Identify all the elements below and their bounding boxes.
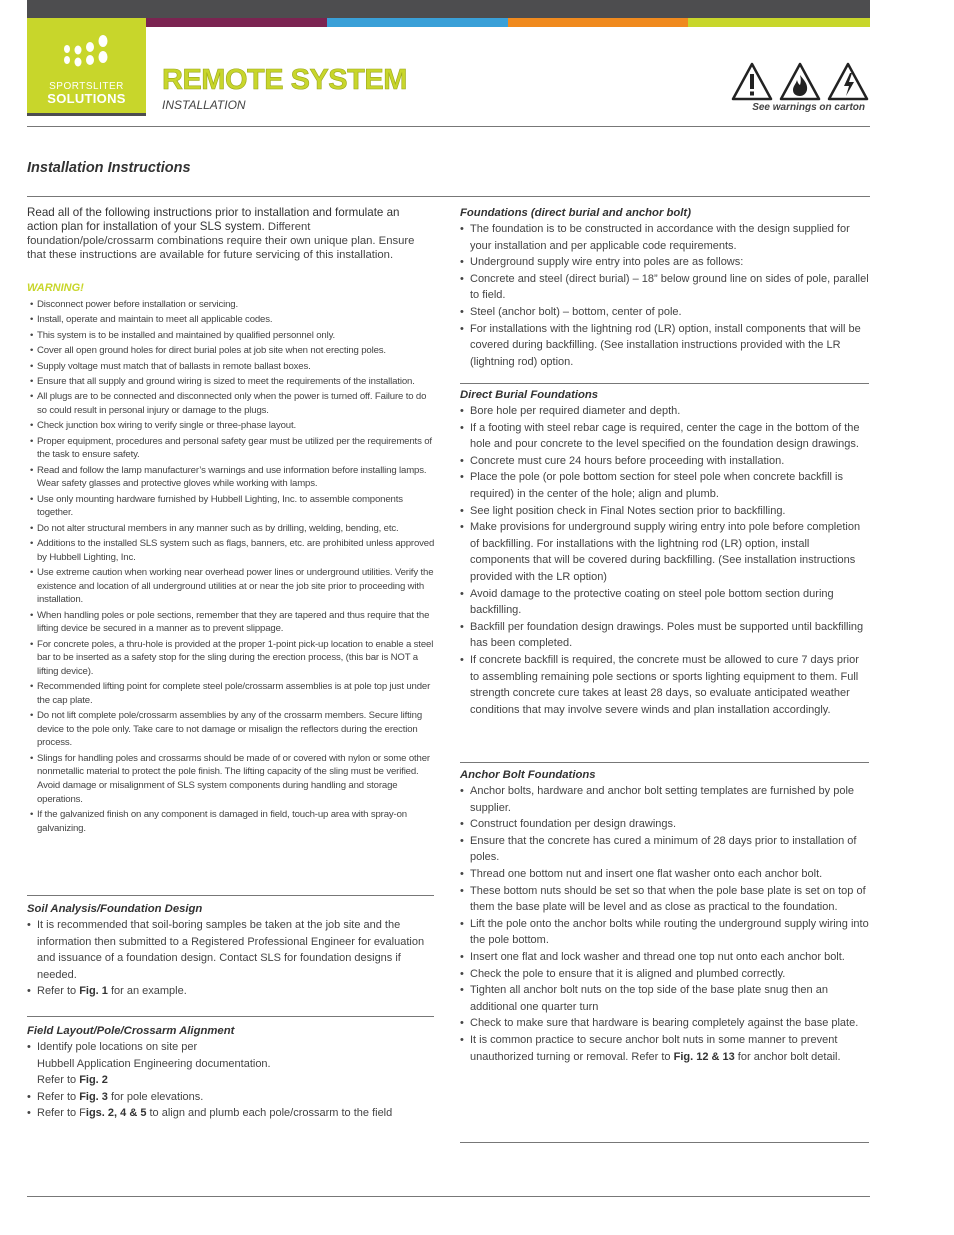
warning-item: • This system is to be installed and maintained by qualified personnel only. <box>27 329 437 343</box>
right-rule-3 <box>460 1142 869 1143</box>
warning-icons <box>730 62 870 102</box>
intro-paragraph <box>27 206 432 262</box>
direct-burial-item: • Backfill per foundation design drawings. Poles must be supported until backfilling has been completed. <box>460 619 870 652</box>
warning-item: • Install, operate and maintain to meet all applicable codes. <box>27 313 437 327</box>
warning-caption: See warnings on carton <box>752 102 865 113</box>
exclamation-warning-icon <box>733 64 771 99</box>
logo-text-solutions: SOLUTIONS <box>47 91 126 106</box>
warning-item: • Ensure that all supply and ground wiring is sized to meet the requirements of the installation. <box>27 375 437 389</box>
foundations-item: • Steel (anchor bolt) – bottom, center of pole. <box>460 304 870 321</box>
anchor-item: • Check the pole to ensure that it is aligned and plumbed correctly. <box>460 966 870 983</box>
direct-burial-item: • Bore hole per required diameter and depth. <box>460 403 870 420</box>
foundations-title: Foundations (direct burial and anchor bolt) <box>460 207 691 219</box>
color-bar-blue <box>327 18 508 27</box>
warning-item: • Use only mounting hardware furnished by Hubbell Lighting, Inc. to assemble components together. <box>27 493 437 520</box>
warning-item: • If the galvanized finish on any component is damaged in field, touch-up area with spray-on galvanizing. <box>27 808 437 835</box>
warning-item: • When handling poles or pole sections, remember that they are tapered and thus require that the lifting device be secured in a manner as to prevent slippage. <box>27 609 437 636</box>
direct-burial-item: • Place the pole (or pole bottom section for steel pole when concrete backfill is required) in the center of the hole; align and plumb. <box>460 469 870 502</box>
anchor-item: • Anchor bolts, hardware and anchor bolt setting templates are furnished by pole supplier. <box>460 783 870 816</box>
direct-burial-item: • If a footing with steel rebar cage is required, center the cage in the bottom of the hole and pour concrete to the level specified on the foundation design drawings. <box>460 420 870 453</box>
anchor-bolt-section <box>460 769 870 1065</box>
warning-item: • Proper equipment, procedures and personal safety gear must be utilized per the requirements of the task to ensure safety. <box>27 435 437 462</box>
anchor-item: • Thread one bottom nut and insert one flat washer onto each anchor bolt. <box>460 866 870 883</box>
section-rule <box>27 196 870 197</box>
layout-item: • Identify pole locations on site per Hubbell Application Engineering documentation. Refer to Fig. 2 <box>27 1039 437 1089</box>
warning-item: • Recommended lifting point for complete steel pole/crossarm assemblies is at pole top just under the cap plate. <box>27 680 437 707</box>
anchor-item: • Insert one flat and lock washer and thread one top nut onto each anchor bolt. <box>460 949 870 966</box>
electric-shock-warning-icon <box>829 64 867 99</box>
foundations-item: • Underground supply wire entry into poles are as follows: <box>460 254 870 271</box>
header-rule <box>27 126 870 127</box>
warning-list <box>27 298 437 837</box>
foundations-item: • Concrete and steel (direct burial) – 18” below ground line on sides of pole, parallel to field. <box>460 271 870 304</box>
page-title: REMOTE SYSTEM <box>162 64 407 96</box>
header-top-bar <box>27 0 870 18</box>
warning-item: • Read and follow the lamp manufacturer’s warnings and use information before installing lamps. Wear safety glasses and protective gloves while working with lamps. <box>27 464 437 491</box>
logo-dots-icon <box>61 30 113 70</box>
anchor-item: • These bottom nuts should be set so that when the pole base plate is set on top of them the base plate will be level and as close as practical to the foundation. <box>460 883 870 916</box>
warning-item: • For concrete poles, a thru-hole is provided at the proper 1-point pick-up location to enable a steel bar to be inserted as a safety stop for the sling during the erection process, (this bar is NOT a lifting device). <box>27 638 437 679</box>
warning-item: • Do not alter structural members in any manner such as by drilling, welding, bending, etc. <box>27 522 437 536</box>
sportsliter-logo <box>27 18 146 113</box>
warning-item: • Disconnect power before installation or servicing. <box>27 298 437 312</box>
foundations-section <box>460 207 870 370</box>
color-bar-lime <box>688 18 870 27</box>
warning-item: • Slings for handling poles and crossarms should be made of or covered with nylon or some other nonmetallic material to protect the pole finish. The lifting capacity of the sling must be verified. Avoid damage or misalignment of SLS system components during handling and storage operations. <box>27 752 437 806</box>
layout-item: • Refer to Fig. 3 for pole elevations. <box>27 1089 437 1106</box>
warning-item: • All plugs are to be connected and disconnected only when the power is turned off. Failure to do so could result in personal injury or damage to the plugs. <box>27 390 437 417</box>
warning-item: • Use extreme caution when working near overhead power lines or underground utilities. Verify the existence and location of all underground utilities at or near the job site prior to proceeding with installation. <box>27 566 437 607</box>
soil-analysis-title: Soil Analysis/Foundation Design <box>27 903 203 915</box>
field-layout-title: Field Layout/Pole/Crossarm Alignment <box>27 1025 235 1037</box>
foundations-item: • The foundation is to be constructed in accordance with the design supplied for your installation and per applicable code requirements. <box>460 221 870 254</box>
direct-burial-item: • Concrete must cure 24 hours before proceeding with installation. <box>460 453 870 470</box>
warning-item: • Cover all open ground holes for direct burial poles at job site when not erecting poles. <box>27 344 437 358</box>
left-rule-1 <box>27 895 434 896</box>
logo-text-sportsliter: SPORTSLITER <box>49 81 124 92</box>
left-rule-2 <box>27 1016 434 1017</box>
anchor-item: • Construct foundation per design drawings. <box>460 816 870 833</box>
right-rule-1 <box>460 383 869 384</box>
page-subtitle: INSTALLATION <box>162 98 246 112</box>
logo-underline <box>27 113 146 116</box>
anchor-item: • Check to make sure that hardware is bearing completely against the base plate. <box>460 1015 870 1032</box>
fire-warning-icon <box>781 64 819 99</box>
direct-burial-title: Direct Burial Foundations <box>460 389 599 401</box>
warning-label: WARNING! <box>27 282 84 294</box>
layout-item: • Refer to Figs. 2, 4 & 5 to align and plumb each pole/crossarm to the field <box>27 1105 437 1122</box>
right-rule-2 <box>460 762 869 763</box>
direct-burial-section <box>460 389 870 718</box>
color-bar-purple <box>146 18 327 27</box>
direct-burial-item: • If concrete backfill is required, the concrete must be allowed to cure 7 days prior to assembling remaining pole sections or sports lighting equipment to them. Full strength concrete cure takes at least 28 days, so evaluate anticipated weather conditions that may involve severe winds and plan installation accordingly. <box>460 652 870 718</box>
soil-analysis-section <box>27 903 437 1000</box>
anchor-item: • Ensure that the concrete has cured a minimum of 28 days prior to installation of poles. <box>460 833 870 866</box>
section-title: Installation Instructions <box>27 160 191 176</box>
anchor-item: • Tighten all anchor bolt nuts on the top side of the base plate snug then an additional one quarter turn <box>460 982 870 1015</box>
anchor-bolt-title: Anchor Bolt Foundations <box>460 769 596 781</box>
warning-item: • Do not lift complete pole/crossarm assemblies by any of the crossarm members. Secure lifting device to the pole only. Take care to not damage or misalign the reflectors during the erection process. <box>27 709 437 750</box>
anchor-item: • Lift the pole onto the anchor bolts while routing the underground supply wiring into the pole bottom. <box>460 916 870 949</box>
soil-item: • It is recommended that soil-boring samples be taken at the job site and the information then submitted to a Registered Professional Engineer for evaluation and issuance of a foundation design. Contact SLS for foundation designs if needed. <box>27 917 437 983</box>
warning-item: • Check junction box wiring to verify single or three-phase layout. <box>27 419 437 433</box>
soil-item: • Refer to Fig. 1 for an example. <box>27 983 437 1000</box>
direct-burial-item: • Make provisions for underground supply wiring entry into pole before completion of backfilling. For installations with the lightning rod (LR) option, install components that will be covered during backfilling. (See installation instructions provided with the LR option) <box>460 519 870 585</box>
foundations-item: • For installations with the lightning rod (LR) option, install components that will be covered during backfilling. (See installation instructions provided with the LR (lightning rod) option. <box>460 321 870 371</box>
intro-rest: Different foundation/pole/crossarm combinations require their own unique plan. Ensure that these instructions are available for future servicing of this installation. <box>27 221 415 261</box>
footer-rule <box>27 1196 870 1197</box>
warning-item: • Additions to the installed SLS system such as flags, banners, etc. are prohibited unless approved by Hubbell Lighting, Inc. <box>27 537 437 564</box>
intro-lead: Read all of the following instructions prior to installation and formulate an action plan for installation of your SLS system. <box>27 206 400 233</box>
anchor-item: • It is common practice to secure anchor bolt nuts in some manner to prevent unauthorized turning or removal. Refer to Fig. 12 & 13 for anchor bolt detail. <box>460 1032 870 1065</box>
color-bar-orange <box>508 18 688 27</box>
field-layout-section <box>27 1025 437 1122</box>
direct-burial-item: • Avoid damage to the protective coating on steel pole bottom section during backfilling. <box>460 586 870 619</box>
warning-item: • Supply voltage must match that of ballasts in remote ballast boxes. <box>27 360 437 374</box>
direct-burial-item: • See light position check in Final Notes section prior to backfilling. <box>460 503 870 520</box>
